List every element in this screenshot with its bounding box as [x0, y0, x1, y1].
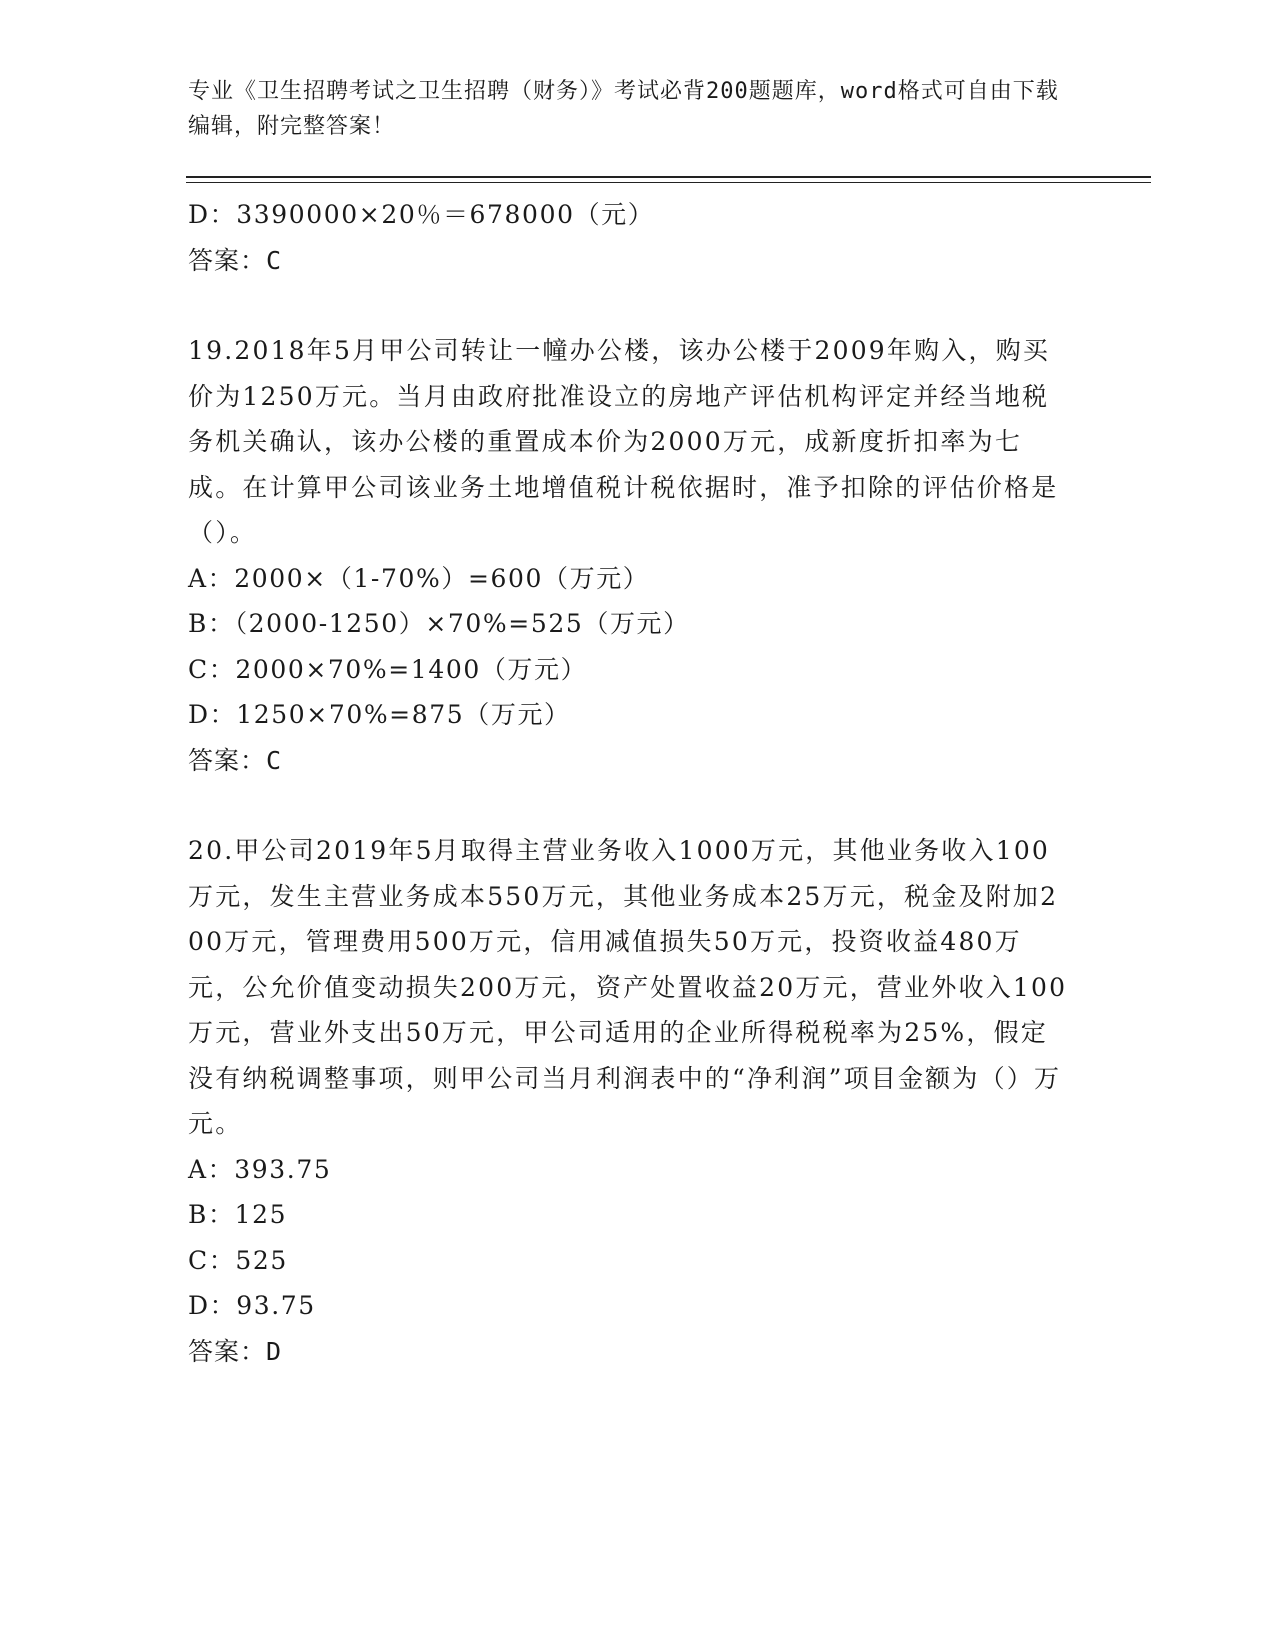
header-rule-thick — [186, 176, 1151, 178]
option-c: C：525 — [188, 1245, 288, 1275]
option-b: B：（2000-1250）×70%=525（万元） — [188, 609, 690, 638]
option-a: A：2000×（1-70%）=600（万元） — [188, 563, 650, 593]
header-rule-thin — [186, 182, 1151, 183]
spacer — [188, 783, 1068, 828]
question-19: 19.2018年5月甲公司转让一幢办公楼，该办公楼于2009年购入，购买价为1250万元。当月由政府批准设立的房地产评估机构评定并经当地税务机关确认，该办公楼的重置成本价为2000万元，成新度折扣率为七成。在计算甲公司该业务土地增值税计税依据时，准予扣除的评估价格是（）。 — [188, 336, 1059, 547]
question-20: 20.甲公司2019年5月取得主营业务收入1000万元，其他业务收入100万元，发生主营业务成本550万元，其他业务成本25万元，税金及附加200万元，管理费用500万元，信用减值损失50万元，投资收益480万元，公允价值变动损失200万元，资产处置收益20万元，营业外收入100万元，营业外支出50万元，甲公司适用的企业所得税税率为25%，假定没有纳税调整事项，则甲公司当月利润表中的“净利润”项目金额为（）万元。 — [188, 836, 1068, 1138]
option-d: D：3390000×20％＝678000（元） — [188, 200, 655, 229]
option-d: D：93.75 — [188, 1291, 316, 1320]
option-b: B：125 — [188, 1200, 288, 1229]
option-a: A：393.75 — [188, 1154, 332, 1184]
document-body — [188, 192, 1068, 1374]
page-header: 专业《卫生招聘考试之卫生招聘（财务）》考试必背200题题库，word格式可自由下载编辑，附完整答案！ — [188, 79, 1059, 139]
option-d: D：1250×70%=875（万元） — [188, 700, 571, 729]
answer: 答案：D — [188, 1336, 283, 1366]
answer: 答案：C — [188, 245, 283, 275]
answer: 答案：C — [188, 745, 283, 775]
option-c: C：2000×70%=1400（万元） — [188, 654, 588, 684]
spacer — [188, 283, 1068, 328]
